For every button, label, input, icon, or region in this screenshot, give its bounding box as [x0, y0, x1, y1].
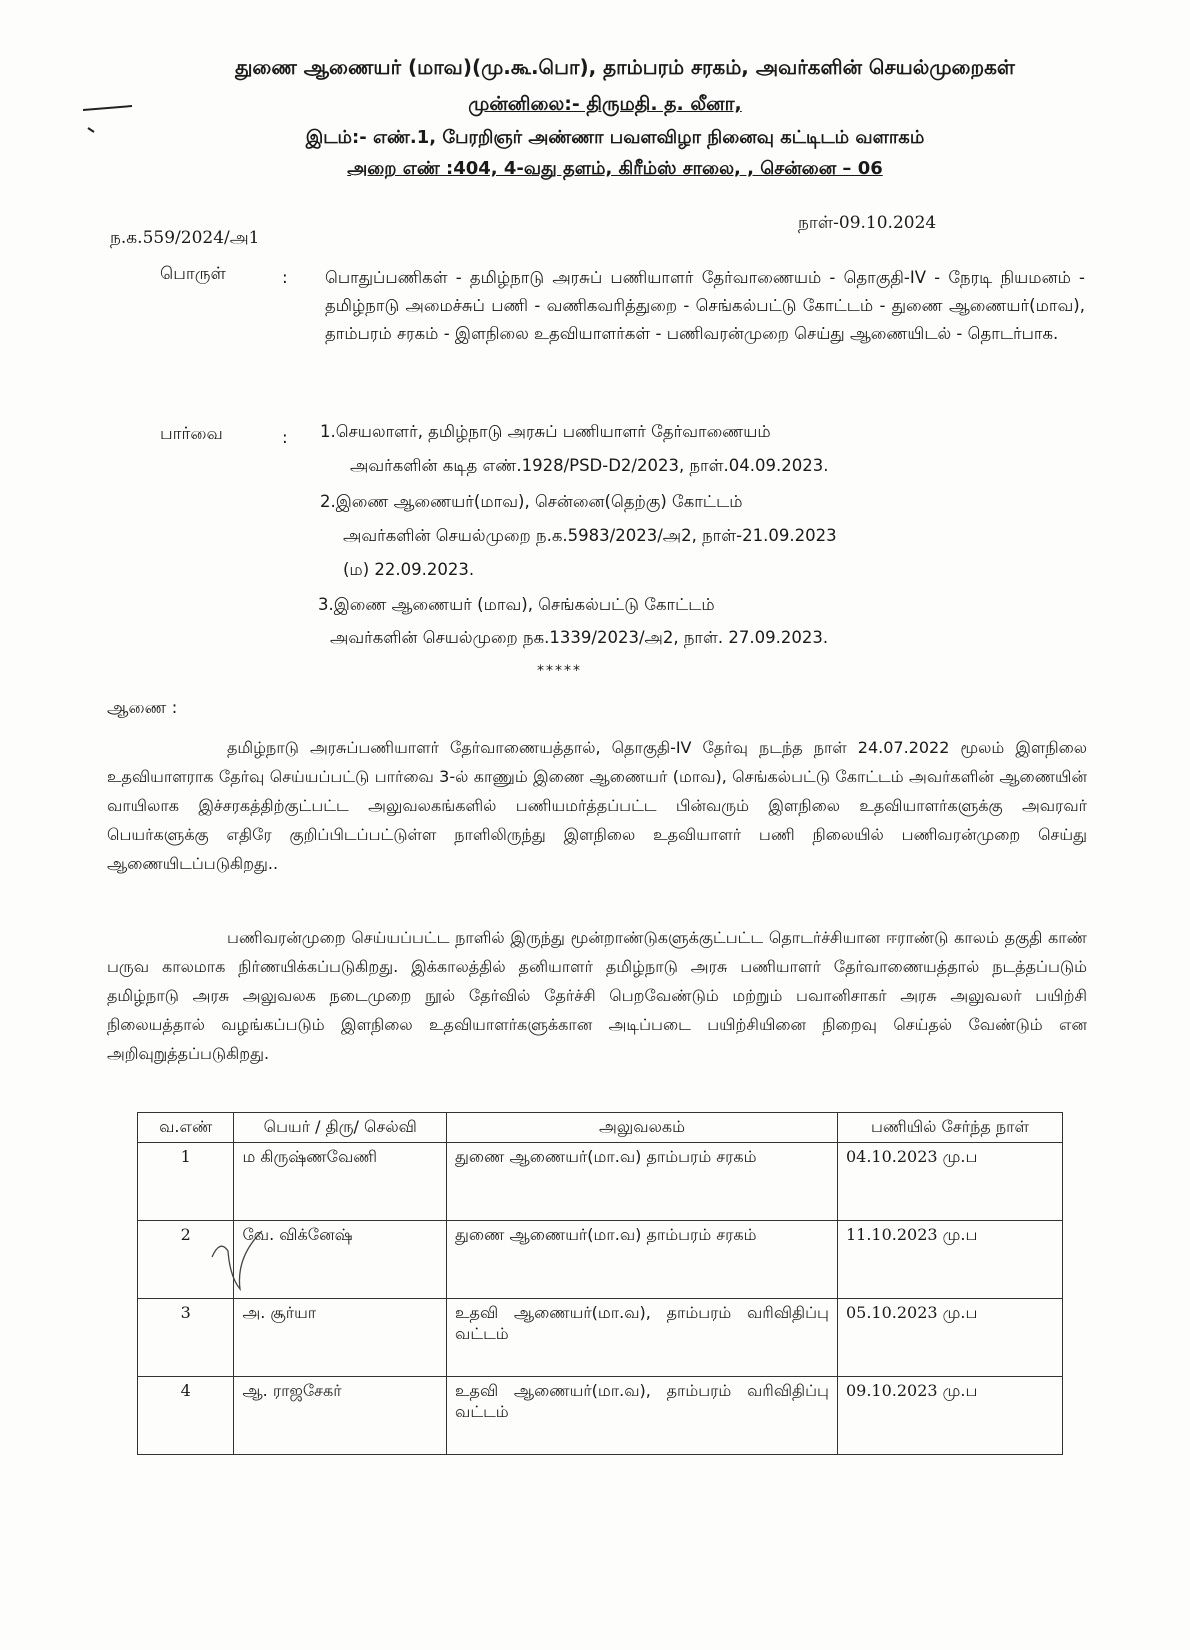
office-heading: துணை ஆணையர் (மாவ)(மு.கூ.பொ), தாம்பரம் சரகம், அவர்களின் செயல்முறைகள் [235, 55, 1015, 79]
presiding-officer-text: முன்னிலை:- திருமதி. த. லீனா, [468, 93, 742, 115]
subject-text: பொதுப்பணிகள் - தமிழ்நாடு அரசுப் பணியாளர் தேர்வாணையம் - தொகுதி-IV - நேரடி நியமனம் - தமிழ்நாடு அமைச்சுப் பணி - வணிகவரித்துறை - செங்கல்பட்டு கோட்டம் - துணை ஆணையர்(மாவ), தாம்பரம் சரகம் - இளநிலை உதவியாளர்கள் - பணிவரன்முறை செய்து ஆணையிடல் - தொடர்பாக. [325, 268, 1085, 343]
row-office: உதவி ஆணையர்(மா.வ), தாம்பரம் வரிவிதிப்பு வட்டம் [447, 1299, 838, 1377]
header-office: அலுவலகம் [447, 1113, 838, 1143]
office-address-line1: இடம்:- எண்.1, பேரறிஞர் அண்ணா பவளவிழா நினைவு கட்டிடம் வளாகம் [305, 127, 925, 148]
reference-line-2: அவர்களின் கடித எண்.1928/PSD-D2/2023, நாள்.04.09.2023. [350, 456, 829, 475]
reference-label: பார்வை [160, 424, 223, 444]
table-row [138, 1221, 1063, 1299]
row-serial: 3 [138, 1299, 234, 1377]
order-date: நாள்-09.10.2024 [798, 213, 937, 233]
table-row [138, 1299, 1063, 1377]
reference-line-3: 2.இணை ஆணையர்(மாவ), சென்னை(தெற்கு) கோட்டம் [320, 492, 743, 511]
table-row [138, 1377, 1063, 1455]
row-name [234, 1221, 447, 1299]
reference-number: ந.க.559/2024/அ1 [110, 228, 260, 248]
reference-line-1: 1.செயலாளர், தமிழ்நாடு அரசுப் பணியாளர் தேர்வாணையம் [320, 422, 771, 441]
subject-label: பொருள் [160, 264, 226, 284]
row-name: ம கிருஷ்ணவேணி [234, 1143, 447, 1221]
order-paragraph-2 [107, 923, 1087, 1068]
order-label: ஆணை : [107, 698, 178, 718]
row-serial: 2 [138, 1221, 234, 1299]
row-office: துணை ஆணையர்(மா.வ) தாம்பரம் சரகம் [447, 1143, 838, 1221]
section-separator: ***** [537, 663, 582, 679]
header-serial: வ.எண் [138, 1113, 234, 1143]
order-paragraph-2-text: பணிவரன்முறை செய்யப்பட்ட நாளில் இருந்து மூன்றாண்டுகளுக்குட்பட்ட தொடர்ச்சியான ஈராண்டு காலம் தகுதி காண் பருவ காலமாக நிர்ணயிக்கப்படுகிறது. இக்காலத்தில் தனியாளர் தமிழ்நாடு அரசு பணியாளர் தேர்வாணையத்தால் நடத்தப்படும் தமிழ்நாடு அரசு அலுவலக நடைமுறை நூல் தேர்வில் தேர்ச்சி பெறவேண்டும் மற்றும் பவானிசாகர் அரசு அலுவலர் பயிற்சி நிலையத்தால் வழங்கப்படும் இளநிலை உதவியாளர்களுக்கான அடிப்படை பயிற்சியினை நிறைவு செய்தல் வேண்டும் என அறிவுறுத்தப்படுகிறது. [107, 928, 1088, 1063]
subject-colon: : [282, 268, 288, 288]
row-name: அ. சூர்யா [234, 1299, 447, 1377]
reference-colon: : [282, 428, 288, 448]
table-header-row [138, 1113, 1063, 1143]
handwritten-tick-mark [206, 1227, 266, 1297]
row-name: ஆ. ராஜசேகர் [234, 1377, 447, 1455]
row-joining-date: 05.10.2023 மு.ப [837, 1299, 1062, 1377]
reference-line-6: 3.இணை ஆணையர் (மாவ), செங்கல்பட்டு கோட்டம் [318, 595, 715, 614]
row-joining-date: 11.10.2023 மு.ப [837, 1221, 1062, 1299]
office-address-line2-text: அறை எண் :404, 4-வது தளம், கிரீம்ஸ் சாலை, , சென்னை – 06 [347, 158, 883, 179]
row-name-text: வே. விக்னேஷ் [242, 1225, 353, 1244]
presiding-officer [10, 93, 1190, 118]
row-serial: 1 [138, 1143, 234, 1221]
reference-line-7: அவர்களின் செயல்முறை நக.1339/2023/அ2, நாள். 27.09.2023. [330, 628, 829, 647]
row-joining-date: 04.10.2023 மு.ப [837, 1143, 1062, 1221]
row-joining-date: 09.10.2023 மு.ப [837, 1377, 1062, 1455]
header-joining-date: பணியில் சேர்ந்த நாள் [837, 1113, 1062, 1143]
employee-table [137, 1112, 1063, 1455]
office-address-line2 [20, 158, 1190, 181]
header-name: பெயர் / திரு/ செல்வி [234, 1113, 447, 1143]
reference-line-4: அவர்களின் செயல்முறை ந.க.5983/2023/அ2, நாள்-21.09.2023 [343, 526, 837, 545]
order-paragraph-1 [107, 733, 1087, 878]
reference-line-5: (ம) 22.09.2023. [343, 560, 475, 579]
row-serial: 4 [138, 1377, 234, 1455]
order-paragraph-1-text: தமிழ்நாடு அரசுப்பணியாளர் தேர்வாணையத்தால், தொகுதி-IV தேர்வு நடந்த நாள் 24.07.2022 மூலம் இளநிலை உதவியாளராக தேர்வு செய்யப்பட்டு பார்வை 3-ல் காணும் இணை ஆணையர் (மாவ), செங்கல்பட்டு கோட்டம் அவர்களின் ஆணையின் வாயிலாக இச்சரகத்திற்குட்பட்ட அலுவலகங்களில் பணியமர்த்தப்பட்ட பின்வரும் இளநிலை உதவியாளர்களுக்கு அவரவர் பெயர்களுக்கு எதிரே குறிப்பிடப்பட்டுள்ள நாளிலிருந்து இளநிலை உதவியாளர் பணி நிலையில் பணிவரன்முறை செய்து ஆணையிடப்படுகிறது.. [107, 738, 1087, 873]
row-office: உதவி ஆணையர்(மா.வ), தாம்பரம் வரிவிதிப்பு வட்டம் [447, 1377, 838, 1455]
table-row [138, 1143, 1063, 1221]
row-office: துணை ஆணையர்(மா.வ) தாம்பரம் சரகம் [447, 1221, 838, 1299]
